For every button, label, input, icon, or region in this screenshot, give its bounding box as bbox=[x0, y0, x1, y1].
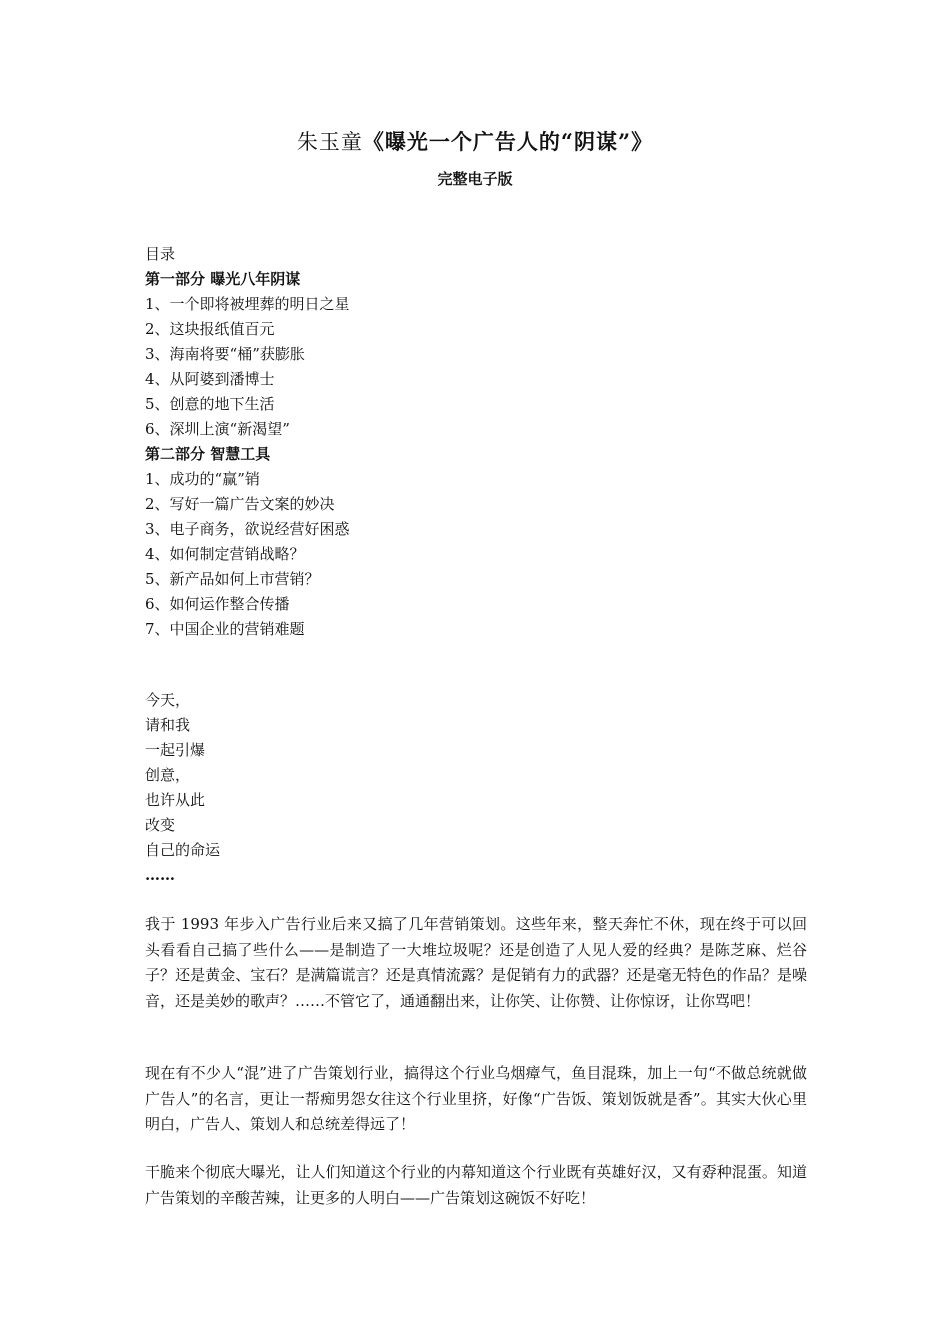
toc-part-title: 第二部分 智慧工具 bbox=[145, 445, 271, 463]
poem-line: 请和我 bbox=[145, 716, 191, 734]
poem-line: 一起引爆 bbox=[145, 741, 206, 759]
toc-chapter: 5、创意的地下生活 bbox=[145, 395, 275, 413]
poem-line: 也许从此 bbox=[145, 791, 206, 809]
toc-chapter: 6、如何运作整合传播 bbox=[145, 595, 290, 613]
poem-line: 自己的命运 bbox=[145, 841, 221, 859]
author-name: 朱玉童 bbox=[296, 130, 363, 154]
toc-chapter: 1、一个即将被埋葬的明日之星 bbox=[145, 295, 350, 313]
intro-poem bbox=[145, 688, 825, 888]
table-of-contents bbox=[145, 242, 825, 642]
toc-chapter: 3、海南将要“桶”获膨胀 bbox=[145, 345, 305, 363]
poem-ellipsis: …… bbox=[145, 866, 175, 884]
toc-part-title: 第一部分 曝光八年阴谋 bbox=[145, 270, 301, 288]
poem-line: 改变 bbox=[145, 816, 176, 834]
toc-label: 目录 bbox=[145, 245, 176, 263]
toc-chapter: 6、深圳上演“新渴望” bbox=[145, 420, 290, 438]
toc-chapter: 2、这块报纸值百元 bbox=[145, 320, 275, 338]
body-paragraph: 干脆来个彻底大曝光，让人们知道这个行业的内幕知道这个行业既有英雄好汉，又有孬种混蛋。知道广告策划的辛酸苦辣，让更多的人明白——广告策划这碗饭不好吃！ bbox=[145, 1163, 807, 1207]
toc-chapter: 1、成功的“赢”销 bbox=[145, 470, 260, 488]
poem-line: 今天， bbox=[145, 691, 191, 709]
book-title: 《曝光一个广告人的“阴谋”》 bbox=[362, 129, 654, 154]
toc-chapter: 4、从阿婆到潘博士 bbox=[145, 370, 275, 388]
toc-chapter: 5、新产品如何上市营销？ bbox=[145, 570, 320, 588]
poem-line: 创意， bbox=[145, 766, 191, 784]
toc-chapter: 7、中国企业的营销难题 bbox=[145, 620, 305, 638]
toc-chapter: 3、电子商务，欲说经营好困惑 bbox=[145, 520, 350, 538]
document-subtitle: 完整电子版 bbox=[437, 170, 513, 188]
toc-chapter: 4、如何制定营销战略？ bbox=[145, 545, 305, 563]
body-paragraph: 现在有不少人“混”进了广告策划行业，搞得这个行业乌烟瘴气，鱼目混珠，加上一句“不做总统就做广告人”的名言，更让一帮痴男怨女往这个行业里挤，好像“广告饭、策划饭就是香”。其实大伙心里明白，广告人、策划人和总统差得远了！ bbox=[145, 1064, 807, 1133]
toc-chapter: 2、写好一篇广告文案的妙决 bbox=[145, 495, 335, 513]
document-title bbox=[0, 128, 950, 156]
body-paragraph: 我于 1993 年步入广告行业后来又搞了几年营销策划。这些年来，整天奔忙不休，现在终于可以回头看看自己搞了些什么——是制造了一大堆垃圾呢？还是创造了人见人爱的经典？是陈芝麻、烂谷子？还是黄金、宝石？是满篇谎言？还是真情流露？是促销有力的武器？还是毫无特色的作品？是噪音，还是美妙的歌声？……不管它了，通通翻出来，让你笑、让你赞、让你惊讶，让你骂吧！ bbox=[145, 915, 807, 1010]
